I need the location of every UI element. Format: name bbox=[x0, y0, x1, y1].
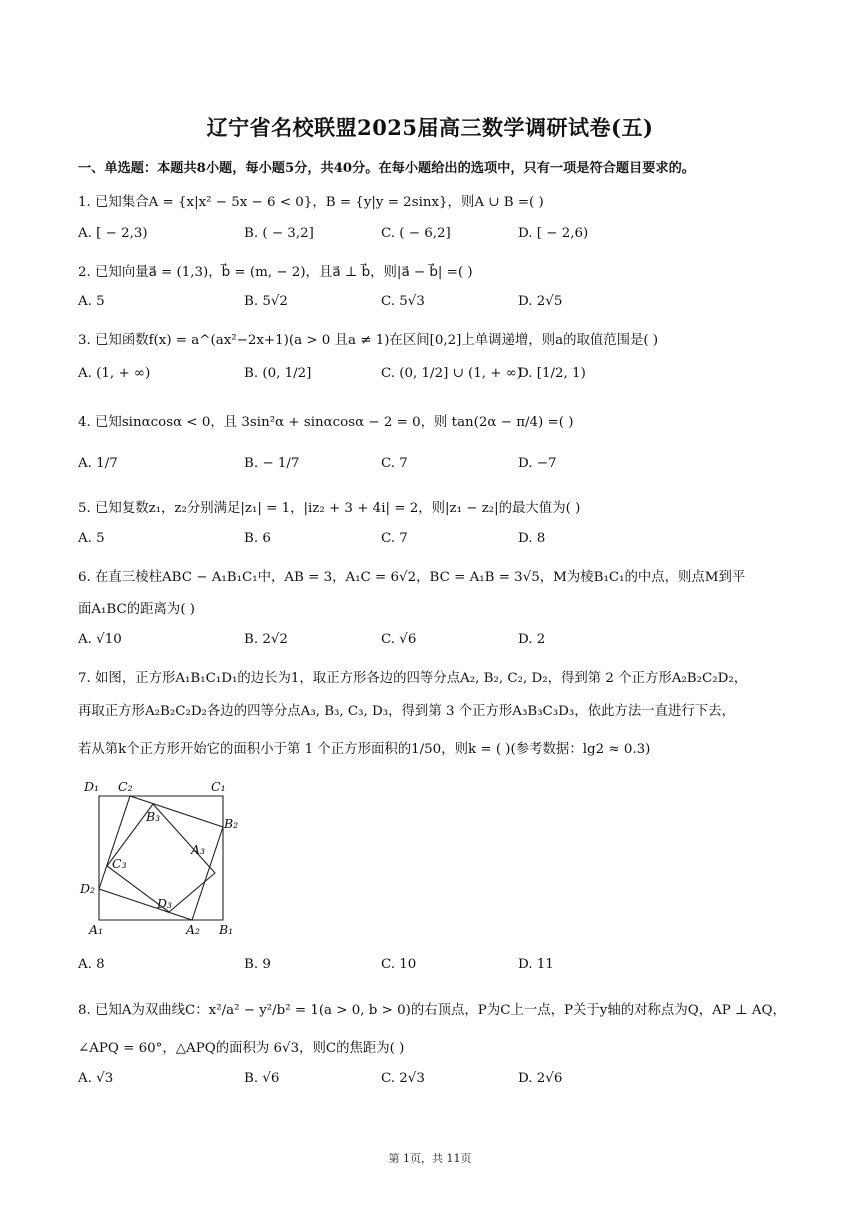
option-c[interactable]: C. √6 bbox=[381, 632, 417, 647]
question-6-options bbox=[78, 632, 798, 652]
option-b[interactable]: B. (0, 1/2] bbox=[244, 366, 312, 381]
section-heading: 一、单选题：本题共8小题，每小题5分，共40分。在每小题给出的选项中，只有一项是符合题目要求的。 bbox=[78, 161, 695, 176]
option-c[interactable]: C. 7 bbox=[381, 456, 408, 471]
option-b[interactable]: B. √6 bbox=[244, 1071, 280, 1086]
label-d2: D₂ bbox=[80, 881, 96, 896]
nested-squares-figure bbox=[78, 774, 248, 948]
option-d[interactable]: D. 2 bbox=[518, 632, 546, 647]
label-b1: B₁ bbox=[219, 922, 234, 937]
label-a3: A₃ bbox=[191, 842, 206, 857]
question-7-options bbox=[78, 957, 798, 977]
page-footer: 第 1页，共 11页 bbox=[388, 1152, 472, 1165]
question-5-options bbox=[78, 531, 798, 551]
question-7-line-2: 再取正方形A₂B₂C₂D₂各边的四等分点A₃, B₃, C₃, D₃，得到第 3 个正方形A₃B₃C₃D₃，依此方法一直进行下去， bbox=[78, 704, 735, 719]
option-d[interactable]: D. [1/2, 1) bbox=[518, 366, 586, 381]
option-b[interactable]: B. 2√2 bbox=[244, 632, 288, 647]
nested-squares-diagram bbox=[78, 774, 248, 944]
option-c[interactable]: C. 7 bbox=[381, 531, 408, 546]
option-b[interactable]: B. − 1/7 bbox=[244, 456, 300, 471]
option-a[interactable]: A. √3 bbox=[78, 1071, 114, 1086]
option-b[interactable]: B. 6 bbox=[244, 531, 271, 546]
question-1: 1. 已知集合A = {x|x² − 5x − 6 < 0}，B = {y|y = 2sinx}，则A ∪ B =( ) bbox=[78, 195, 544, 210]
option-b[interactable]: B. ( − 3,2] bbox=[244, 226, 314, 241]
question-5: 5. 已知复数z₁，z₂分别满足|z₁| = 1，|iz₂ + 3 + 4i| = 2，则|z₁ − z₂|的最大值为( ) bbox=[78, 501, 581, 516]
option-a[interactable]: A. 5 bbox=[78, 531, 105, 546]
label-a2: A₂ bbox=[186, 922, 201, 937]
question-7-line-1: 7. 如图，正方形A₁B₁C₁D₁的边长为1，取正方形各边的四等分点A₂, B₂, C₂, D₂，得到第 2 个正方形A₂B₂C₂D₂， bbox=[78, 671, 748, 686]
label-b2: B₂ bbox=[224, 816, 239, 831]
option-b[interactable]: B. 9 bbox=[244, 957, 271, 972]
question-2-options bbox=[78, 294, 798, 314]
question-8-options bbox=[78, 1071, 798, 1091]
option-d[interactable]: D. 8 bbox=[518, 531, 546, 546]
option-a[interactable]: A. 5 bbox=[78, 294, 105, 309]
question-8-line-2: ∠APQ = 60°，△APQ的面积为 6√3，则C的焦距为( ) bbox=[78, 1041, 405, 1056]
question-6-line-2: 面A₁BC的距离为( ) bbox=[78, 602, 196, 617]
option-a[interactable]: A. √10 bbox=[78, 632, 122, 647]
option-c[interactable]: C. 5√3 bbox=[381, 294, 425, 309]
label-d1: D₁ bbox=[84, 779, 100, 794]
option-d[interactable]: D. 2√5 bbox=[518, 294, 563, 309]
question-4: 4. 已知sinαcosα < 0，且 3sin²α + sinαcosα − 2 = 0，则 tan(2α − π/4) =( ) bbox=[78, 415, 574, 430]
option-d[interactable]: D. [ − 2,6) bbox=[518, 226, 589, 241]
option-c[interactable]: C. 2√3 bbox=[381, 1071, 425, 1086]
question-8-line-1: 8. 已知A为双曲线C：x²/a² − y²/b² = 1(a > 0, b > 0)的右顶点，P为C上一点，P关于y轴的对称点为Q，AP ⊥ AQ， bbox=[78, 1003, 786, 1018]
option-d[interactable]: D. 11 bbox=[518, 957, 554, 972]
question-7-line-3: 若从第k个正方形开始它的面积小于第 1 个正方形面积的1/50，则k = ( )(参考数据：lg2 ≈ 0.3) bbox=[78, 742, 651, 757]
label-d3: D₃ bbox=[157, 896, 173, 911]
question-4-options bbox=[78, 456, 798, 476]
option-d[interactable]: D. 2√6 bbox=[518, 1071, 563, 1086]
label-a1: A₁ bbox=[89, 922, 104, 937]
option-c[interactable]: C. (0, 1/2] ∪ (1, + ∞) bbox=[381, 366, 523, 381]
option-a[interactable]: A. 1/7 bbox=[78, 456, 118, 471]
label-c3: C₃ bbox=[112, 856, 127, 871]
option-a[interactable]: A. (1, + ∞) bbox=[78, 366, 151, 381]
label-c2: C₂ bbox=[118, 779, 133, 794]
page-title: 辽宁省名校联盟2025届高三数学调研试卷(五) bbox=[206, 115, 654, 140]
question-3-options bbox=[78, 366, 798, 386]
option-d[interactable]: D. −7 bbox=[518, 456, 557, 471]
label-c1: C₁ bbox=[211, 779, 226, 794]
question-3: 3. 已知函数f(x) = a^(ax²−2x+1)(a > 0 且a ≠ 1)在区间[0,2]上单调递增，则a的取值范围是( ) bbox=[78, 333, 659, 348]
question-6-line-1: 6. 在直三棱柱ABC − A₁B₁C₁中，AB = 3，A₁C = 6√2，BC = A₁B = 3√5，M为棱B₁C₁的中点，则点M到平 bbox=[78, 570, 746, 585]
question-2: 2. 已知向量a⃗ = (1,3)，b⃗ = (m, − 2)，且a⃗ ⊥ b⃗，则|a⃗ − b⃗| =( ) bbox=[78, 265, 473, 280]
label-b3: B₃ bbox=[146, 809, 161, 824]
option-a[interactable]: A. [ − 2,3) bbox=[78, 226, 148, 241]
option-b[interactable]: B. 5√2 bbox=[244, 294, 288, 309]
option-c[interactable]: C. 10 bbox=[381, 957, 417, 972]
option-c[interactable]: C. ( − 6,2] bbox=[381, 226, 451, 241]
question-1-options bbox=[78, 226, 798, 246]
option-a[interactable]: A. 8 bbox=[78, 957, 105, 972]
